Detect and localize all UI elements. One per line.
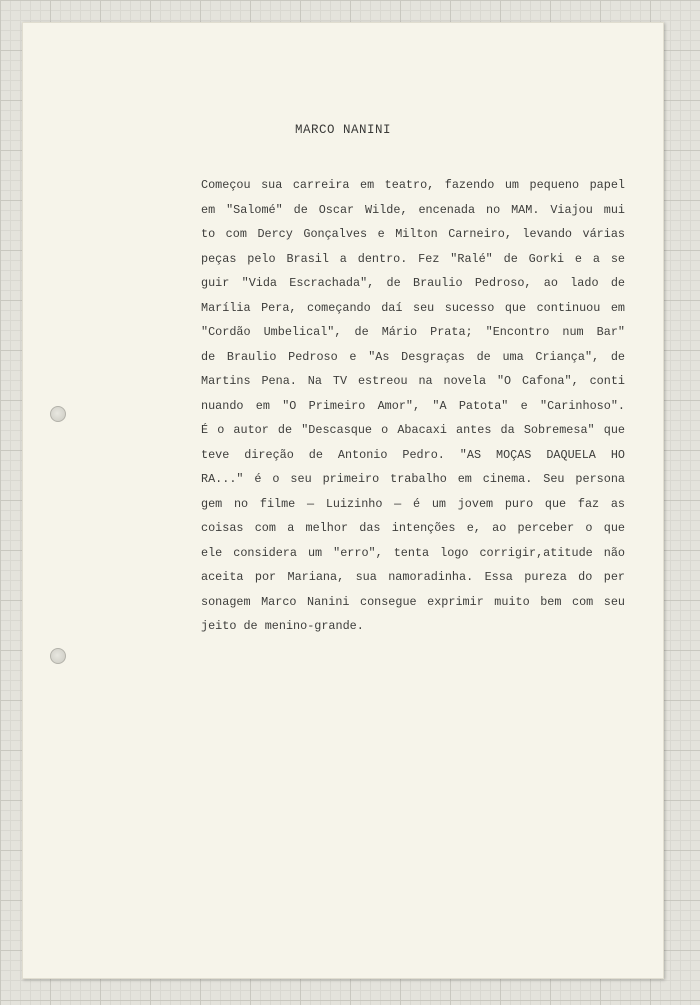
binder-hole xyxy=(50,406,66,422)
text-line: peças pelo Brasil a dentro. Fez "Ralé" de Gorki e a se xyxy=(201,251,625,266)
text-line: sonagem Marco Nanini consegue exprimir muito bem com seu xyxy=(201,594,625,609)
body-text xyxy=(201,173,625,639)
text-line: aceita por Mariana, sua namoradinha. Essa pureza do per xyxy=(201,570,625,584)
text-line: "Cordão Umbelical", de Mário Prata; "Encontro num Bar" xyxy=(201,325,625,339)
text-line: É o autor de "Descasque o Abacaxi antes da Sobremesa" que xyxy=(201,423,625,437)
document-title: MARCO NANINI xyxy=(294,123,391,137)
text-line: em "Salomé" de Oscar Wilde, encenada no MAM. Viajou mui xyxy=(201,202,625,217)
text-line: jeito de menino-grande. xyxy=(201,619,364,633)
text-line: RA..." é o seu primeiro trabalho em cinema. Seu persona xyxy=(201,472,625,486)
text-line: Marília Pera, começando daí seu sucesso que continuou em xyxy=(201,300,625,315)
text-line: guir "Vida Escrachada", de Braulio Pedroso, ao lado de xyxy=(201,276,625,290)
text-line: gem no filme — Luizinho — é um jovem puro que faz as xyxy=(201,496,625,511)
text-line: coisas com a melhor das intenções e, ao perceber o que xyxy=(201,521,625,535)
binder-hole xyxy=(50,648,66,664)
document-page xyxy=(22,22,664,979)
text-line: Martins Pena. Na TV estreou na novela "O Cafona", conti xyxy=(201,374,625,388)
text-line: de Braulio Pedroso e "As Desgraças de uma Criança", de xyxy=(201,349,625,364)
text-line: teve direção de Antonio Pedro. "AS MOÇAS DAQUELA HO xyxy=(201,447,625,462)
text-line: to com Dercy Gonçalves e Milton Carneiro, levando várias xyxy=(201,227,625,241)
text-line: ele considera um "erro", tenta logo corrigir,atitude não xyxy=(201,545,625,560)
text-line: Começou sua carreira em teatro, fazendo um pequeno papel xyxy=(201,178,625,192)
text-line: nuando em "O Primeiro Amor", "A Patota" e "Carinhoso". xyxy=(201,398,625,413)
